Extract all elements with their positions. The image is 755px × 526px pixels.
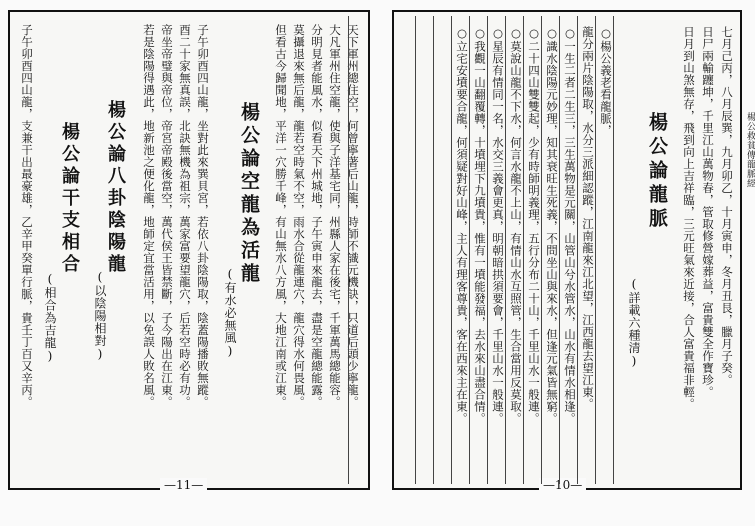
page-number: —10— <box>539 478 586 492</box>
section-heading: 楊公論八卦陰陽龍 <box>105 100 126 276</box>
body-column: 酉二十家無真誤，北訣無機為祖宗，萬家富要望龍穴，后若空時必有功。 <box>178 24 192 408</box>
body-column: ○二十四山雙雙起，少有時師明義理，五行分布二十山，千里山水一般連。 <box>527 26 541 425</box>
body-column: 但看古今歸聞地，平洋一穴勝千峰，有山無水八方風，大地江南或江東。 <box>274 24 288 408</box>
heading-note: (以陰陽相對) <box>93 270 107 362</box>
section-heading: 楊公論干支相合 <box>59 122 80 276</box>
body-column: 子午卯酉四山龍，坐對此來巽貝宮，若依八卦陰陽取，陰蓋陽播敗無蹤。 <box>196 24 210 408</box>
body-column: ○莫說山龍不下水，何言水龍不上山，有情山水互照管，生合當用反莫取。 <box>509 26 523 425</box>
body-column: ○識水陰陽元妙理，知其衰旺生死義，不問坐山與來水，但逢元氣皆無窮。 <box>545 26 559 425</box>
body-column: 帝坐帝璧與帝位，帝宮帝殿後當空，萬代侯王皆禁斷，子今陽出在江東。 <box>160 24 174 408</box>
body-column: ○我觀一山翻覆轉，十墳埋下九墳貴，惟有一墳能發福，去水來山盡合情。 <box>473 26 487 425</box>
column-rule <box>415 16 416 484</box>
body-column: ○立宅安墳要合龍，何須疑對好山峰，主人有理客尊貴，客在西來主在東。 <box>455 26 469 425</box>
body-column: ○星辰有情同一名，水交三義會更真，明朝暗拱須要會，千里山水一般連。 <box>491 26 505 425</box>
column-rule <box>613 16 614 484</box>
body-column: 日月到山煞無存，飛到向上吉祥臨，三元旺氣來近接，合人富貴福非輕。 <box>682 26 696 410</box>
section-heading: 楊公論空龍為活龍 <box>238 102 260 286</box>
column-rule <box>469 16 470 484</box>
column-rule <box>523 16 524 484</box>
column-rule <box>433 16 434 484</box>
body-column: 龍分兩片陰陽取，水分三派細認蹤，江南龍來江北望，江西龍去望江東。 <box>581 26 595 410</box>
body-column: 七月己丙，八月辰巽，九月卯乙，十月寅申，冬月丑艮，臘月子癸。 <box>720 26 734 386</box>
heading-note: (詳載六種清) <box>627 277 641 369</box>
column-rule <box>595 16 596 484</box>
heading-note: (有水必無風) <box>223 267 237 359</box>
body-column: 分明見者能風水，似看天下州城地，子午寅申來龍去，盡是空龍總能露。 <box>310 24 324 408</box>
column-rule <box>451 16 452 484</box>
column-rule <box>559 16 560 484</box>
left-page <box>8 10 370 490</box>
body-column: 莫攝退來無后龍，龍若空時氣不空，雨水合從龍連穴，龍穴得水何畏風。 <box>292 24 306 408</box>
column-rule <box>541 16 542 484</box>
heading-note: (相合為吉龍) <box>43 272 57 364</box>
body-column: ○一生二者二生三，三生萬物是元關，山管山兮水管水，山水有情水相逢。 <box>563 26 577 425</box>
section-heading: 楊公論龍脈 <box>646 112 668 232</box>
column-rule <box>577 16 578 484</box>
body-column: 日尸兩輸躔坤，千里江山萬物春，管取修營嫁葬益，富貴雙全作寶珍。 <box>701 26 715 398</box>
body-column: ○楊公義老看龍脈， <box>599 26 613 137</box>
column-rule <box>487 16 488 484</box>
column-rule <box>505 16 506 484</box>
body-column: 大凡軍州住空龍，使與子洋基宅同，州縣人家在後宅，千軍萬馬總能容。 <box>328 24 342 408</box>
margin-title: 楊公救貧傳龍脈經 <box>745 112 755 188</box>
body-column: 若是陰陽得遇此，地新池之便化龍，地師定宜當活用，以免誤人敗名風。 <box>142 24 156 408</box>
column-rule <box>348 16 349 484</box>
body-column: 子午卯酉四山龍，支兼干出最豪雄，乙辛甲癸單行脈，貴壬丁百又辛丙。 <box>20 24 34 408</box>
page-number: —11— <box>160 478 207 492</box>
right-page <box>392 10 755 492</box>
body-column: 天下軍州總住空，何曾寧著后山龍，時師不識元機訣，只道后頭少寧龍。 <box>346 24 360 408</box>
